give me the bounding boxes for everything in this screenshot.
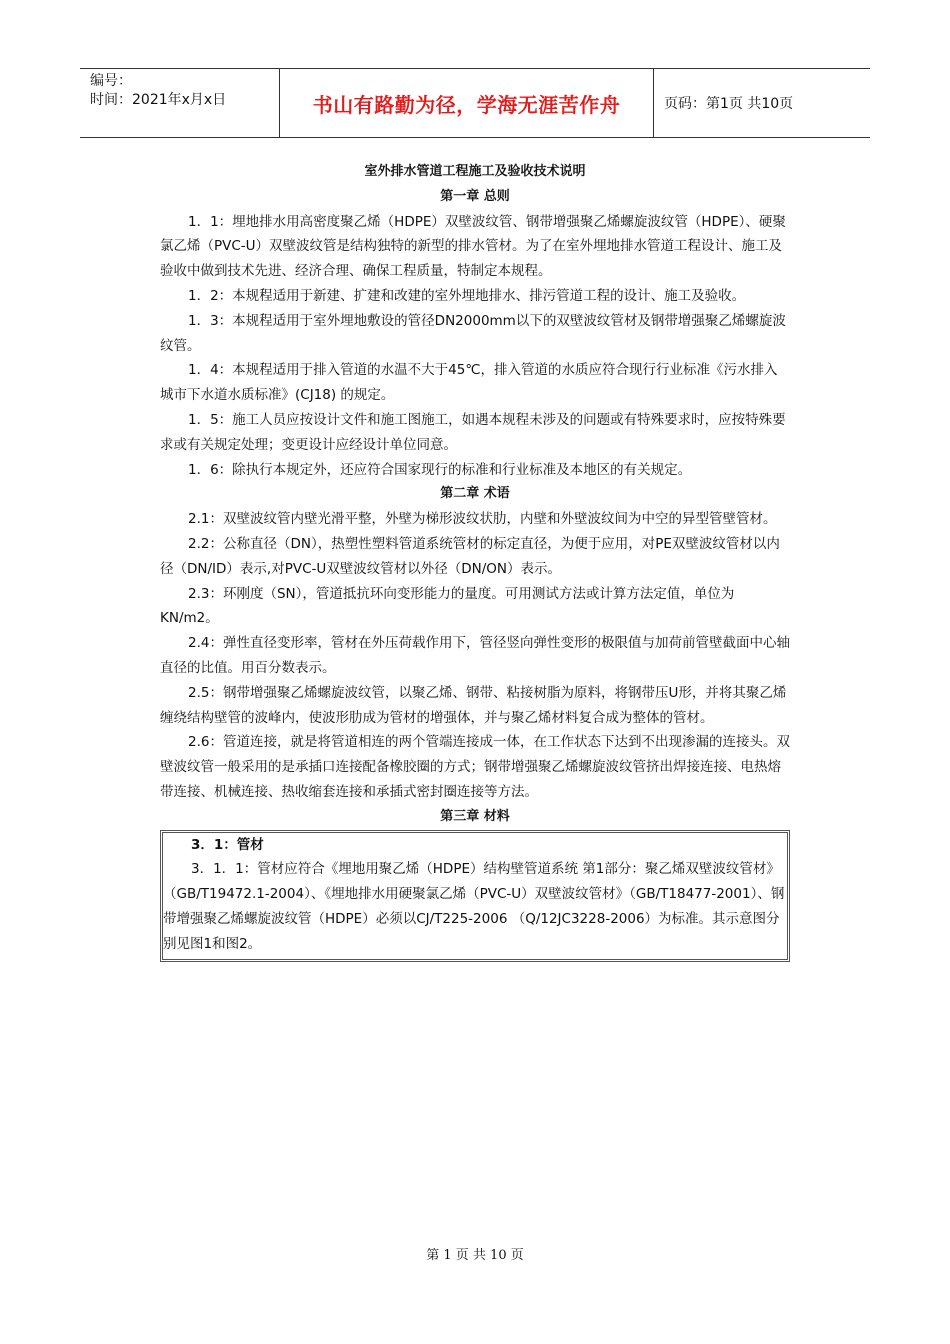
section-3-1-title: 3．1：管材	[191, 836, 264, 853]
paragraph: 1．5：施工人员应按设计文件和施工图施工，如遇本规程未涉及的问题或有特殊要求时，应按特殊要求或有关规定处理；变更设计应经设计单位同意。	[160, 411, 786, 453]
paragraph: 1．1：埋地排水用高密度聚乙烯（HDPE）双壁波纹管、钢带增强聚乙烯螺旋波纹管（HDPE）、硬聚氯乙烯（PVC-U）双壁波纹管是结构独特的新型的排水管材。为了在室外埋地排水管道工程设计、施工及验收中做到技术先进、经济合理、确保工程质量，特制定本规程。	[160, 213, 786, 280]
paragraph: 2.2：公称直径（DN），热塑性塑料管道系统管材的标定直径，为便于应用，对PE双壁波纹管材以内径（DN/ID）表示,对PVC-U双壁波纹管材以外径（DN/ON）表示。	[160, 535, 780, 577]
document-title: 室外排水管道工程施工及验收技术说明	[364, 164, 586, 179]
document-body	[160, 160, 790, 962]
paragraph: 1．3：本规程适用于室外埋地敷设的管径DN2000mm以下的双壁波纹管材及钢带增强聚乙烯螺旋波纹管。	[160, 312, 786, 354]
doc-number-label: 编号：	[90, 73, 132, 89]
doc-time-label: 时间：2021年x月x日	[90, 92, 227, 108]
chapter-3-title: 第三章 材料	[440, 808, 510, 824]
paragraph: 1．4：本规程适用于排入管道的水温不大于45℃，排入管道的水质应符合现行行业标准《污水排入城市下水道水质标准》(CJ18) 的规定。	[160, 362, 778, 404]
chapter-1-title: 第一章 总则	[440, 188, 510, 204]
paragraph: 2.1：双壁波纹管内壁光滑平整，外壁为梯形波纹状肋，内壁和外壁波纹间为中空的异型管壁管材。	[188, 511, 777, 528]
materials-box	[160, 830, 790, 962]
header-page-label: 页码：第1页 共10页	[664, 96, 794, 112]
page-header	[80, 68, 870, 138]
paragraph: 3．1．1：管材应符合《埋地用聚乙烯（HDPE）结构壁管道系统 第1部分：聚乙烯双壁波纹管材》（GB/T19472.1-2004）、《埋地排水用硬聚氯乙烯（PVC-U）双壁波纹管材》（GB/T18477-2001）、钢带增强聚乙烯螺旋波纹管（HDPE）必须以CJ/T225-2006 （Q/12JC3228-2006）为标准。其示意图分别见图1和图2。	[163, 861, 785, 952]
paragraph: 2.5：钢带增强聚乙烯螺旋波纹管，以聚乙烯、钢带、粘接树脂为原料，将钢带压U形，并将其聚乙烯缠绕结构壁管的波峰内，使波形肋成为管材的增强体，并与聚乙烯材料复合成为整体的管材。	[160, 684, 787, 726]
paragraph: 2.3：环刚度（SN），管道抵抗环向变形能力的量度。可用测试方法或计算方法定值，单位为KN/m2。	[160, 585, 735, 627]
paragraph: 2.6：管道连接，就是将管道相连的两个管端连接成一体，在工作状态下达到不出现渗漏的连接头。双壁波纹管一般采用的是承插口连接配备橡胶圈的方式；钢带增强聚乙烯螺旋波纹管挤出焊接连接、电热熔带连接、机械连接、热收缩套连接和承插式密封圈连接等方法。	[160, 734, 790, 800]
page-footer: 第 1 页 共 10 页	[426, 1248, 524, 1263]
paragraph: 2.4：弹性直径变形率，管材在外压荷载作用下，管径竖向弹性变形的极限值与加荷前管壁截面中心轴直径的比值。用百分数表示。	[160, 635, 790, 676]
paragraph: 1．2：本规程适用于新建、扩建和改建的室外埋地排水、排污管道工程的设计、施工及验收。	[188, 287, 746, 304]
paragraph: 1．6：除执行本规定外，还应符合国家现行的标准和行业标准及本地区的有关规定。	[188, 461, 692, 478]
chapter-2-title: 第二章 术语	[440, 486, 510, 502]
header-meta	[80, 69, 280, 137]
header-motto: 书山有路勤为径，学海无涯苦作舟	[280, 69, 654, 137]
